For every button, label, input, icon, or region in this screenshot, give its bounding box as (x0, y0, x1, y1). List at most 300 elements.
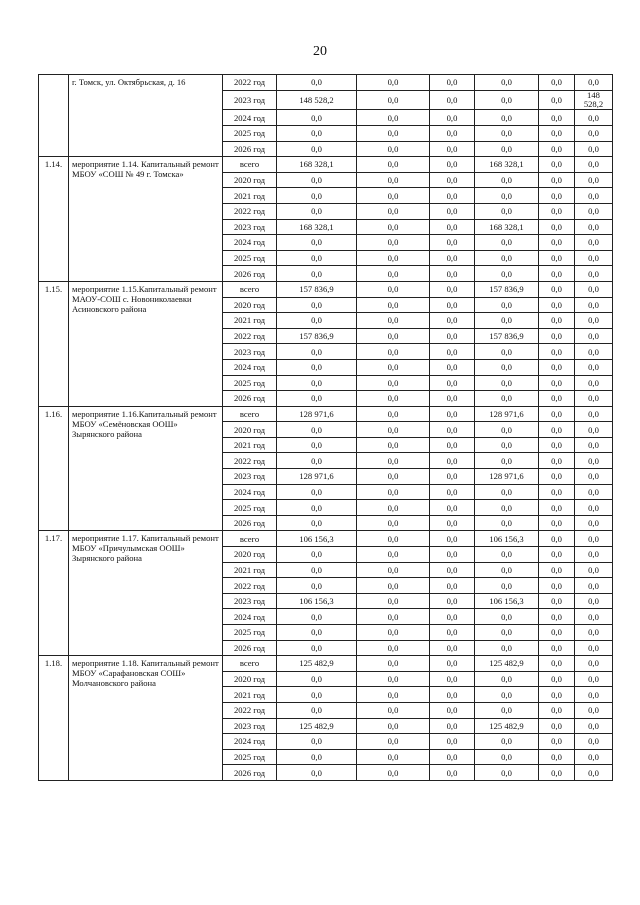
value-cell: 0,0 (575, 75, 613, 91)
value-cell: 0,0 (475, 297, 539, 313)
value-cell: 0,0 (430, 531, 475, 547)
value-cell: 0,0 (277, 562, 357, 578)
value-cell: 0,0 (475, 266, 539, 282)
value-cell: 0,0 (539, 235, 575, 251)
period-cell: 2021 год (223, 188, 277, 204)
value-cell: 106 156,3 (475, 531, 539, 547)
value-cell: 0,0 (430, 281, 475, 297)
value-cell: 0,0 (475, 391, 539, 407)
period-cell: 2025 год (223, 749, 277, 765)
value-cell: 0,0 (430, 219, 475, 235)
value-cell: 0,0 (475, 375, 539, 391)
value-cell: 0,0 (357, 359, 430, 375)
value-cell: 0,0 (539, 157, 575, 173)
value-cell: 0,0 (357, 422, 430, 438)
value-cell: 0,0 (357, 734, 430, 750)
value-cell: 0,0 (539, 671, 575, 687)
value-cell: 168 328,1 (277, 219, 357, 235)
value-cell: 0,0 (357, 188, 430, 204)
value-cell: 0,0 (539, 453, 575, 469)
value-cell: 0,0 (575, 734, 613, 750)
value-cell: 0,0 (475, 172, 539, 188)
value-cell: 0,0 (539, 422, 575, 438)
value-cell: 0,0 (575, 484, 613, 500)
value-cell: 0,0 (575, 406, 613, 422)
value-cell: 0,0 (475, 313, 539, 329)
value-cell: 0,0 (539, 562, 575, 578)
value-cell: 0,0 (357, 609, 430, 625)
value-cell: 0,0 (357, 250, 430, 266)
value-cell: 128 971,6 (475, 406, 539, 422)
value-cell: 0,0 (430, 126, 475, 142)
value-cell: 0,0 (575, 437, 613, 453)
value-cell: 0,0 (277, 687, 357, 703)
value-cell: 0,0 (357, 344, 430, 360)
value-cell: 0,0 (575, 391, 613, 407)
value-cell: 0,0 (430, 141, 475, 157)
value-cell: 0,0 (357, 484, 430, 500)
value-cell: 0,0 (539, 656, 575, 672)
value-cell: 157 836,9 (475, 281, 539, 297)
value-cell: 0,0 (539, 344, 575, 360)
value-cell: 0,0 (430, 422, 475, 438)
value-cell: 0,0 (575, 172, 613, 188)
value-cell: 0,0 (430, 640, 475, 656)
value-cell: 0,0 (357, 328, 430, 344)
measure-number (39, 75, 69, 157)
value-cell: 0,0 (475, 359, 539, 375)
value-cell: 0,0 (539, 500, 575, 516)
value-cell: 0,0 (277, 749, 357, 765)
value-cell: 0,0 (575, 359, 613, 375)
value-cell: 106 156,3 (277, 593, 357, 609)
value-cell: 0,0 (475, 734, 539, 750)
value-cell: 0,0 (539, 765, 575, 781)
value-cell: 0,0 (575, 110, 613, 126)
value-cell: 0,0 (575, 313, 613, 329)
value-cell: 0,0 (357, 453, 430, 469)
value-cell: 0,0 (539, 749, 575, 765)
value-cell: 0,0 (575, 531, 613, 547)
value-cell: 0,0 (575, 203, 613, 219)
value-cell: 0,0 (357, 500, 430, 516)
value-cell: 125 482,9 (277, 656, 357, 672)
period-cell: всего (223, 157, 277, 173)
value-cell: 148 528,2 (575, 90, 613, 110)
period-cell: 2026 год (223, 640, 277, 656)
value-cell: 0,0 (430, 734, 475, 750)
value-cell: 0,0 (539, 90, 575, 110)
measure-name: мероприятие 1.16.Капитальный ремонт МБОУ «Семёновская ООШ» Зырянского района (69, 406, 223, 531)
value-cell: 0,0 (430, 625, 475, 641)
value-cell: 148 528,2 (277, 90, 357, 110)
value-cell: 0,0 (430, 90, 475, 110)
period-cell: 2021 год (223, 313, 277, 329)
value-cell: 0,0 (357, 593, 430, 609)
table-row (39, 157, 613, 173)
value-cell: 0,0 (475, 609, 539, 625)
value-cell: 0,0 (430, 203, 475, 219)
value-cell: 0,0 (475, 765, 539, 781)
period-cell: 2025 год (223, 500, 277, 516)
value-cell: 0,0 (430, 671, 475, 687)
period-cell: 2025 год (223, 375, 277, 391)
value-cell: 0,0 (357, 702, 430, 718)
value-cell: 0,0 (357, 141, 430, 157)
value-cell: 0,0 (475, 235, 539, 251)
value-cell: 0,0 (430, 344, 475, 360)
value-cell: 0,0 (475, 141, 539, 157)
value-cell: 0,0 (475, 110, 539, 126)
period-cell: 2020 год (223, 422, 277, 438)
value-cell: 0,0 (475, 749, 539, 765)
value-cell: 0,0 (539, 593, 575, 609)
period-cell: 2024 год (223, 734, 277, 750)
value-cell: 0,0 (277, 110, 357, 126)
value-cell: 0,0 (539, 609, 575, 625)
value-cell: 0,0 (357, 391, 430, 407)
period-cell: всего (223, 406, 277, 422)
value-cell: 0,0 (539, 375, 575, 391)
value-cell: 0,0 (357, 157, 430, 173)
value-cell: 0,0 (357, 656, 430, 672)
value-cell: 0,0 (430, 313, 475, 329)
value-cell: 0,0 (277, 188, 357, 204)
value-cell: 0,0 (475, 702, 539, 718)
value-cell: 0,0 (475, 203, 539, 219)
value-cell: 0,0 (357, 469, 430, 485)
period-cell: 2026 год (223, 515, 277, 531)
value-cell: 0,0 (430, 469, 475, 485)
value-cell: 0,0 (575, 188, 613, 204)
value-cell: 157 836,9 (475, 328, 539, 344)
value-cell: 0,0 (357, 625, 430, 641)
value-cell: 0,0 (277, 75, 357, 91)
value-cell: 128 971,6 (277, 469, 357, 485)
period-cell: 2022 год (223, 203, 277, 219)
value-cell: 0,0 (575, 515, 613, 531)
period-cell: всего (223, 281, 277, 297)
value-cell: 0,0 (430, 609, 475, 625)
table-row (39, 406, 613, 422)
value-cell: 0,0 (575, 702, 613, 718)
value-cell: 0,0 (277, 203, 357, 219)
value-cell: 0,0 (475, 484, 539, 500)
value-cell: 0,0 (539, 484, 575, 500)
value-cell: 0,0 (430, 562, 475, 578)
measure-number: 1.15. (39, 281, 69, 406)
value-cell: 0,0 (430, 250, 475, 266)
value-cell: 0,0 (575, 266, 613, 282)
value-cell: 0,0 (539, 640, 575, 656)
value-cell: 106 156,3 (475, 593, 539, 609)
value-cell: 0,0 (357, 90, 430, 110)
value-cell: 0,0 (430, 157, 475, 173)
value-cell: 0,0 (357, 235, 430, 251)
value-cell: 157 836,9 (277, 328, 357, 344)
value-cell: 0,0 (539, 625, 575, 641)
value-cell: 0,0 (357, 281, 430, 297)
value-cell: 0,0 (539, 297, 575, 313)
value-cell: 0,0 (357, 562, 430, 578)
value-cell: 0,0 (539, 281, 575, 297)
value-cell: 0,0 (575, 640, 613, 656)
value-cell: 0,0 (475, 126, 539, 142)
period-cell: 2026 год (223, 141, 277, 157)
value-cell: 0,0 (475, 515, 539, 531)
value-cell: 0,0 (357, 110, 430, 126)
value-cell: 0,0 (277, 375, 357, 391)
period-cell: 2024 год (223, 609, 277, 625)
value-cell: 0,0 (575, 344, 613, 360)
period-cell: всего (223, 531, 277, 547)
value-cell: 0,0 (357, 313, 430, 329)
value-cell: 0,0 (357, 297, 430, 313)
value-cell: 0,0 (430, 500, 475, 516)
value-cell: 0,0 (575, 562, 613, 578)
value-cell: 0,0 (277, 250, 357, 266)
value-cell: 0,0 (575, 328, 613, 344)
value-cell: 168 328,1 (475, 219, 539, 235)
value-cell: 0,0 (575, 671, 613, 687)
value-cell: 0,0 (430, 437, 475, 453)
period-cell: всего (223, 656, 277, 672)
value-cell: 0,0 (430, 328, 475, 344)
value-cell: 0,0 (277, 344, 357, 360)
value-cell: 0,0 (575, 593, 613, 609)
value-cell: 0,0 (357, 531, 430, 547)
period-cell: 2024 год (223, 110, 277, 126)
value-cell: 0,0 (539, 328, 575, 344)
value-cell: 0,0 (539, 391, 575, 407)
period-cell: 2022 год (223, 578, 277, 594)
value-cell: 0,0 (357, 718, 430, 734)
value-cell: 0,0 (475, 625, 539, 641)
value-cell: 0,0 (475, 500, 539, 516)
value-cell: 0,0 (430, 578, 475, 594)
value-cell: 0,0 (575, 547, 613, 563)
value-cell: 125 482,9 (475, 718, 539, 734)
value-cell: 0,0 (277, 734, 357, 750)
value-cell: 0,0 (277, 609, 357, 625)
value-cell: 0,0 (430, 406, 475, 422)
period-cell: 2021 год (223, 687, 277, 703)
value-cell: 0,0 (539, 203, 575, 219)
value-cell: 0,0 (575, 219, 613, 235)
value-cell: 157 836,9 (277, 281, 357, 297)
value-cell: 0,0 (277, 578, 357, 594)
period-cell: 2023 год (223, 219, 277, 235)
value-cell: 0,0 (357, 172, 430, 188)
value-cell: 0,0 (357, 406, 430, 422)
value-cell: 0,0 (575, 453, 613, 469)
value-cell: 0,0 (475, 250, 539, 266)
value-cell: 0,0 (575, 609, 613, 625)
period-cell: 2022 год (223, 453, 277, 469)
value-cell: 0,0 (430, 718, 475, 734)
value-cell: 0,0 (575, 765, 613, 781)
value-cell: 0,0 (430, 593, 475, 609)
measure-name: мероприятие 1.18. Капитальный ремонт МБОУ «Сарафановская СОШ» Молчановского района (69, 656, 223, 781)
period-cell: 2020 год (223, 547, 277, 563)
period-cell: 2020 год (223, 297, 277, 313)
value-cell: 0,0 (277, 422, 357, 438)
period-cell: 2026 год (223, 266, 277, 282)
value-cell: 0,0 (575, 469, 613, 485)
value-cell: 0,0 (475, 422, 539, 438)
value-cell: 0,0 (475, 437, 539, 453)
value-cell: 0,0 (277, 313, 357, 329)
value-cell: 0,0 (475, 640, 539, 656)
value-cell: 0,0 (575, 126, 613, 142)
value-cell: 0,0 (277, 391, 357, 407)
value-cell: 0,0 (575, 157, 613, 173)
value-cell: 0,0 (357, 375, 430, 391)
page-number: 20 (313, 44, 327, 59)
value-cell: 0,0 (277, 266, 357, 282)
value-cell: 0,0 (277, 625, 357, 641)
value-cell: 0,0 (539, 687, 575, 703)
table-row (39, 656, 613, 672)
period-cell: 2023 год (223, 718, 277, 734)
value-cell: 0,0 (357, 203, 430, 219)
value-cell: 0,0 (575, 235, 613, 251)
period-cell: 2025 год (223, 126, 277, 142)
value-cell: 168 328,1 (475, 157, 539, 173)
period-cell: 2025 год (223, 250, 277, 266)
value-cell: 0,0 (539, 734, 575, 750)
value-cell: 0,0 (430, 656, 475, 672)
value-cell: 0,0 (475, 344, 539, 360)
period-cell: 2024 год (223, 484, 277, 500)
table-row (39, 281, 613, 297)
table-body (39, 75, 613, 781)
period-cell: 2023 год (223, 344, 277, 360)
value-cell: 0,0 (575, 281, 613, 297)
value-cell: 0,0 (539, 702, 575, 718)
value-cell: 0,0 (539, 75, 575, 91)
value-cell: 0,0 (575, 578, 613, 594)
period-cell: 2026 год (223, 391, 277, 407)
value-cell: 0,0 (277, 437, 357, 453)
value-cell: 0,0 (539, 359, 575, 375)
period-cell: 2022 год (223, 328, 277, 344)
value-cell: 128 971,6 (277, 406, 357, 422)
value-cell: 125 482,9 (277, 718, 357, 734)
value-cell: 0,0 (430, 547, 475, 563)
value-cell: 0,0 (575, 422, 613, 438)
value-cell: 0,0 (430, 765, 475, 781)
value-cell: 0,0 (357, 749, 430, 765)
value-cell: 0,0 (357, 75, 430, 91)
value-cell: 0,0 (430, 702, 475, 718)
value-cell: 0,0 (430, 172, 475, 188)
value-cell: 0,0 (277, 702, 357, 718)
value-cell: 0,0 (430, 75, 475, 91)
measure-name: мероприятие 1.17. Капитальный ремонт МБОУ «Причулымская ООШ» Зырянского района (69, 531, 223, 656)
value-cell: 0,0 (277, 141, 357, 157)
value-cell: 0,0 (575, 375, 613, 391)
value-cell: 0,0 (357, 765, 430, 781)
value-cell: 0,0 (277, 515, 357, 531)
value-cell: 0,0 (430, 453, 475, 469)
value-cell: 0,0 (575, 141, 613, 157)
value-cell: 0,0 (277, 640, 357, 656)
measure-name: мероприятие 1.15.Капитальный ремонт МАОУ-СОШ с. Новониколаевки Асиновского района (69, 281, 223, 406)
value-cell: 0,0 (430, 391, 475, 407)
value-cell: 0,0 (539, 578, 575, 594)
value-cell: 0,0 (575, 749, 613, 765)
value-cell: 0,0 (475, 687, 539, 703)
value-cell: 0,0 (357, 515, 430, 531)
period-cell: 2022 год (223, 75, 277, 91)
measure-number: 1.18. (39, 656, 69, 781)
value-cell: 0,0 (277, 297, 357, 313)
value-cell: 0,0 (539, 141, 575, 157)
value-cell: 0,0 (475, 562, 539, 578)
value-cell: 0,0 (539, 469, 575, 485)
value-cell: 0,0 (277, 126, 357, 142)
value-cell: 0,0 (539, 172, 575, 188)
value-cell: 0,0 (277, 671, 357, 687)
value-cell: 0,0 (539, 531, 575, 547)
value-cell: 0,0 (575, 718, 613, 734)
value-cell: 0,0 (277, 765, 357, 781)
measure-name: г. Томск, ул. Октябрьская, д. 16 (69, 75, 223, 157)
value-cell: 0,0 (357, 126, 430, 142)
value-cell: 0,0 (539, 437, 575, 453)
period-cell: 2024 год (223, 235, 277, 251)
period-cell: 2024 год (223, 359, 277, 375)
value-cell: 0,0 (475, 547, 539, 563)
value-cell: 0,0 (430, 235, 475, 251)
value-cell: 0,0 (430, 359, 475, 375)
value-cell: 168 328,1 (277, 157, 357, 173)
value-cell: 0,0 (277, 500, 357, 516)
value-cell: 0,0 (539, 406, 575, 422)
measure-name: мероприятие 1.14. Капитальный ремонт МБОУ «СОШ № 49 г. Томска» (69, 157, 223, 282)
value-cell: 0,0 (575, 687, 613, 703)
value-cell: 0,0 (539, 313, 575, 329)
period-cell: 2022 год (223, 702, 277, 718)
value-cell: 0,0 (539, 266, 575, 282)
value-cell: 128 971,6 (475, 469, 539, 485)
value-cell: 0,0 (430, 188, 475, 204)
value-cell: 0,0 (539, 126, 575, 142)
value-cell: 0,0 (539, 219, 575, 235)
period-cell: 2020 год (223, 172, 277, 188)
value-cell: 0,0 (357, 640, 430, 656)
value-cell: 0,0 (475, 90, 539, 110)
value-cell: 0,0 (539, 110, 575, 126)
value-cell: 0,0 (539, 250, 575, 266)
value-cell: 0,0 (430, 749, 475, 765)
value-cell: 0,0 (475, 75, 539, 91)
value-cell: 0,0 (475, 188, 539, 204)
value-cell: 0,0 (277, 235, 357, 251)
value-cell: 0,0 (430, 266, 475, 282)
value-cell: 0,0 (357, 219, 430, 235)
value-cell: 0,0 (575, 250, 613, 266)
value-cell: 0,0 (430, 515, 475, 531)
table-row (39, 75, 613, 91)
table-row (39, 531, 613, 547)
value-cell: 0,0 (277, 453, 357, 469)
value-cell: 0,0 (430, 375, 475, 391)
period-cell: 2021 год (223, 437, 277, 453)
measure-number: 1.17. (39, 531, 69, 656)
value-cell: 0,0 (430, 687, 475, 703)
